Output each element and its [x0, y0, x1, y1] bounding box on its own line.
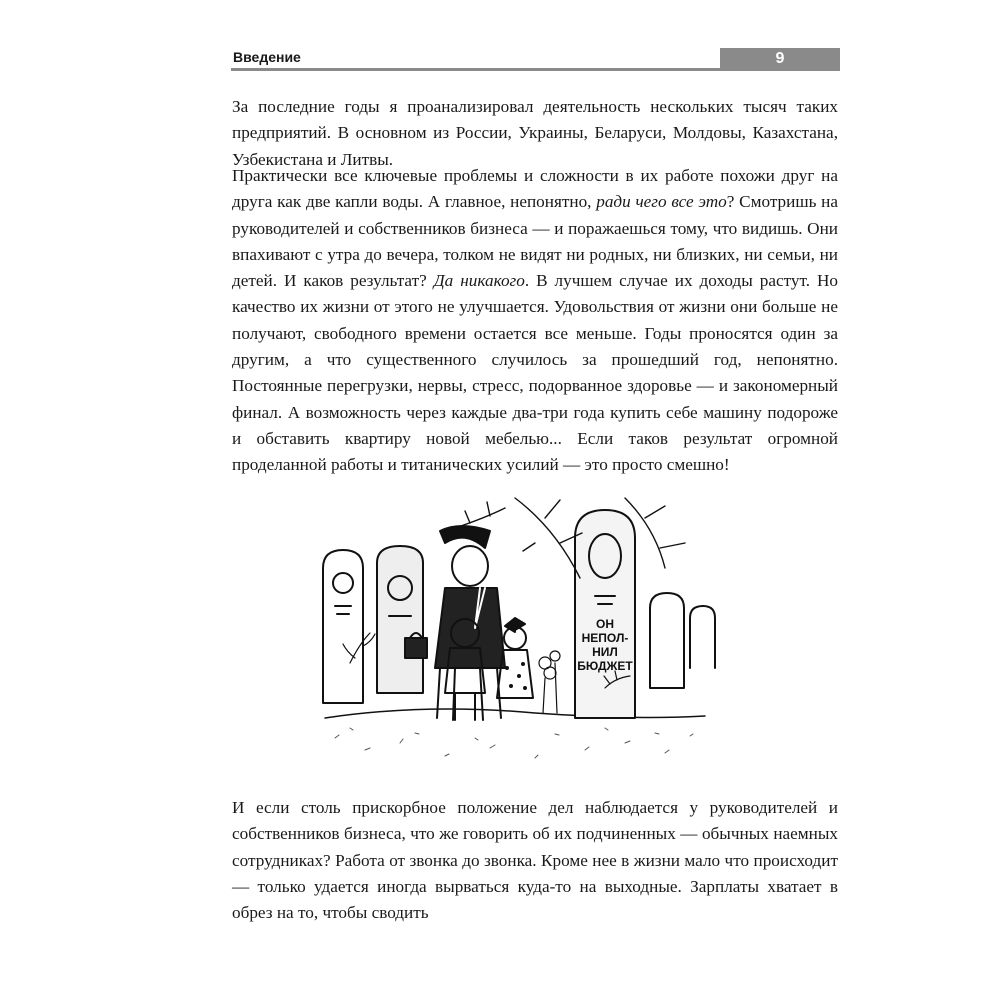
paragraph-1 [232, 94, 838, 173]
paragraph-2 [232, 163, 838, 479]
page-number: 9 [720, 48, 840, 70]
tombstone-line-1: ОН [596, 617, 614, 631]
tombstone-line-4: БЮДЖЕТ [577, 659, 633, 673]
paragraph-text: И если столь прискорбное положение дел наблюдается у руководителей и собственников бизнеса, что же говорить об их подчиненных — обычных наемных сотрудниках? Работа от звонка до звонка. Кроме нее в жизни мало что происходит — только удается иногда вырваться куда-то на выходные. Зарплаты хватает в обрез на то, чтобы сводить [232, 798, 838, 923]
emphasis-text: ради чего все это [596, 192, 727, 212]
cemetery-cartoon-illustration [305, 488, 720, 776]
tombstone-line-2: НЕПОЛ- [581, 631, 629, 645]
paragraph-3 [232, 795, 838, 926]
tombstone-line-3: НИЛ [592, 645, 618, 659]
section-title: Введение [233, 49, 301, 65]
paragraph-text: За последние годы я проанализировал деятельность нескольких тысяч таких предприятий. В основном из России, Украины, Беларуси, Молдовы, Казахстана, Узбекистана и Литвы. [232, 97, 838, 169]
paragraph-text: ? Смотришь на руководителей и собственников бизнеса — и поражаешься тому, что видишь. Они впахивают с утра до вечера, толком не видят ни родных, ни близких, ни семьи, ни детей. И каков результат? [232, 192, 838, 291]
paragraph-text: Практически все ключевые проблемы и сложности в их работе похожи друг на друга как две капли воды. А главное, непонятно, [232, 166, 838, 212]
paragraph-text: . В лучшем случае их доходы растут. Но качество их жизни от этого не улучшается. Удовольствия от жизни они больше не получают, свободного времени остается все меньше. Годы проносятся один за другим, а что существенного случилось за прошедший год, непонятно. Постоянные перегрузки, нервы, стресс, подорванное здоровье — и закономерный финал. А возможность через каждые два-три года купить себе машину подороже и обставить квартиру новой мебелью... Если таков результат огромной проделанной работы и титанических усилий — это просто смешно! [232, 271, 838, 475]
emphasis-text: Да никакого [433, 271, 525, 291]
